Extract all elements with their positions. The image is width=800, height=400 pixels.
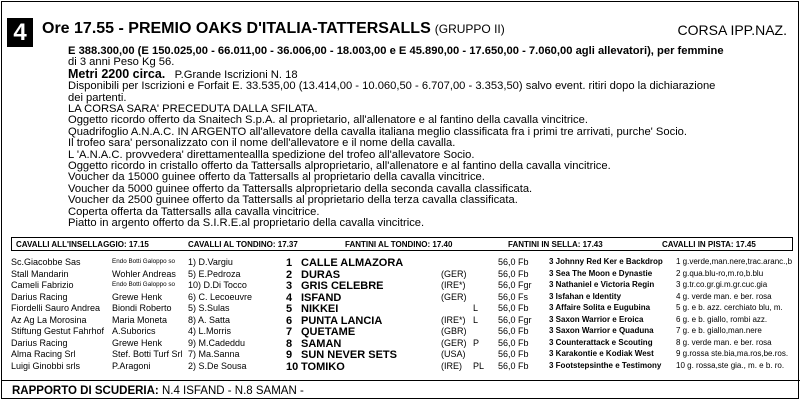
runner-mark: L [473,314,479,325]
runner-number: 4 [286,291,293,304]
runner-breeder: Biondi Roberto [112,303,172,313]
runner-number: 5 [286,303,293,315]
runner-owner: Fiordelli Sauro Andrea [11,303,101,313]
runner-pedigree: 3 Saxon Warrior e Quaduna [549,326,654,335]
runner-owner: Alma Racing Srl [11,349,76,359]
runner-mark: L [473,303,479,313]
condition-line: Voucher da 2500 guinee offerto da Tattersalls al proprietario della terza cavalla classificata. [68,194,518,207]
race-title: PREMIO OAKS D'ITALIA-TATTERSALLS [128,20,431,37]
race-number-badge: 4 [7,18,33,47]
runner-row [11,303,793,315]
prize-line-2: di 3 anni Peso Kg 56. [68,56,175,69]
runner-owner: Stiftung Gestut Fahrhof [11,326,105,336]
race-separator: - [114,20,129,37]
runner-row [11,315,793,327]
runner-weight: 56,0 Fgr [498,280,532,290]
runner-horse-name: CALLE ALMAZORA [301,257,404,269]
runner-origin: (GBR) [441,326,467,336]
runner-jockey: 7) Ma.Sanna [188,349,240,359]
runner-jockey: 10) D.Di Tocco [188,280,247,290]
forfeit-line-2: dei partenti. [68,91,127,104]
runner-horse-name: TOMIKO [301,360,345,373]
runner-origin: (IRE*) [441,314,466,325]
runner-colors: 8 g. verde man. e ber. rosa [676,337,772,347]
runner-breeder: Endo Botti Galoppo so [112,258,176,265]
runner-owner: Darius Racing [11,337,68,348]
race-conditions [68,46,768,230]
runner-origin: (USA) [441,349,466,359]
runner-jockey: 9) M.Cadeddu [188,337,246,348]
runner-origin: (GER) [441,268,467,279]
runner-colors: 9 g.rossa ste.bia,ma.ros,be.ros. [676,349,789,358]
schedule-bar [11,237,793,251]
runner-jockey: 8) A. Satta [188,314,231,325]
runner-horse-name: PUNTA LANCIA [301,314,383,327]
runner-horse-name: QUETAME [301,326,356,338]
runner-colors: 6 g. e b. giallo, rombi azz. [676,314,768,324]
runner-weight: 56,0 Fb [498,326,529,336]
condition-line: Voucher da 15000 guinee offerto da Tattersalls al proprietario della cavalla vincitrice. [68,171,485,184]
runner-jockey: 6) C. Lecoeuvre [188,291,253,302]
runner-jockey: 2) S.De Sousa [188,360,247,371]
runner-colors: 4 g. verde man. e ber. rosa [676,291,772,301]
runner-owner: Cameli Fabrizio [11,280,74,290]
race-time: Ore 17.55 [42,20,115,37]
runner-pedigree: 3 Nathaniel e Victoria Regin [549,280,655,289]
condition-line: L 'A.N.A.C. provvedera' direttamenteallla spedizione del trofeo all'allevatore Socio. [68,148,475,161]
runner-row [11,349,793,361]
condition-line: Coperta offerta da Tattersalls alla cavalla vincitrice. [68,205,320,218]
runner-horse-name: NIKKEI [301,303,339,315]
condition-line: Oggetto ricordo in cristallo offerto da Tattersalls alproprietario, all'allenatore e al fantino della cavalla vincitrice. [68,160,611,173]
runner-row [11,326,793,338]
runner-pedigree: 3 Counterattack e Scouting [549,337,653,347]
runner-origin: (IRE*) [441,280,466,290]
runner-horse-name: ISFAND [301,291,342,304]
runner-weight: 56,0 Fb [498,360,529,371]
runner-weight: 56,0 Fb [498,303,529,313]
track-info: P.Grande Iscrizioni N. 18 [174,68,298,81]
condition-line: Il trofeo sara' personalizzato con il nome dell'allevatore e il nome della cavalla. [68,137,456,150]
runner-pedigree: 3 Saxon Warrior e Eroica [549,314,644,324]
runner-pedigree: 3 Isfahan e Identity [549,291,622,301]
runner-colors: 5 g. e b. azz. cerchiato blu, m. [676,303,783,312]
runner-owner: Sc.Giacobbe Sas [11,257,81,267]
time-pista: CAVALLI IN PISTA: 17.45 [662,240,756,249]
runner-number: 3 [286,280,293,292]
stable-report-label: RAPPORTO DI SCUDERIA: [12,385,159,397]
runner-horse-name: DURAS [301,268,341,281]
runner-row [11,292,793,304]
runner-colors: 3 g.tr.co.gr.gi.m.gr.cuc.gia [676,280,768,289]
runner-number: 2 [286,268,293,281]
runner-mark: P [473,337,480,348]
runner-horse-name: SAMAN [301,337,342,350]
runner-weight: 56,0 Fs [498,291,529,302]
runner-breeder: A.Suborics [112,326,156,336]
distance: Metri 2200 circa. [68,66,166,81]
runner-colors: 10 g. rossa,ste gia., m. e b. ro. [676,360,785,370]
condition-line: Oggetto ricordo offerto da Snaitech S.p.A. al proprietario, all'allenatore e al fantino della cavalla vincitrice. [68,114,588,127]
runner-pedigree: 3 Johnny Red Ker e Backdrop [549,257,663,266]
runner-owner: Darius Racing [11,291,68,302]
runners-list [11,257,793,372]
runner-pedigree: 3 Footstepsinthe e Testimony [549,360,662,370]
runner-number: 10 [286,360,299,373]
runner-colors: 1 g.verde,man.nere,trac.aranc.,b [676,257,793,266]
runner-breeder: Grewe Henk [112,337,163,348]
runner-row [11,338,793,350]
time-tondino: CAVALLI AL TONDINO: 17.37 [188,240,298,249]
race-type: CORSA IPP.NAZ. [677,22,787,38]
race-header [42,20,505,38]
runner-number: 6 [286,314,293,327]
runner-weight: 56,0 Fb [498,337,529,348]
runner-weight: 56,0 Fb [498,257,529,267]
runner-jockey: 5) S.Sulas [188,303,230,313]
runner-jockey: 5) E.Pedroza [188,268,241,279]
runner-pedigree: 3 Affaire Solita e Eugubina [549,303,651,312]
runner-row [11,269,793,281]
runner-breeder: Stef. Botti Turf Srl [112,349,183,359]
runner-number: 1 [286,257,293,269]
time-insellaggio: CAVALLI ALL'INSELLAGGIO: 17.15 [16,240,149,249]
runner-jockey: 1) D.Vargiu [188,257,233,267]
runner-colors: 7 g. e b. giallo,man.nere [676,326,762,335]
runner-breeder: Endo Botti Galoppo so [112,281,176,288]
runner-row [11,257,793,269]
runner-jockey: 4) L.Morris [188,326,232,336]
condition-line: Quadrifoglio A.N.A.C. IN ARGENTO all'allevatore della cavalla italiana meglio classificata fra i primi tre arrivati, purche' Socio. [68,125,688,138]
runner-weight: 56,0 Fb [498,268,529,279]
time-fantini-sella: FANTINI IN SELLA: 17.43 [508,240,603,249]
runner-owner: Luigi Ginobbi srls [11,360,81,371]
runner-number: 8 [286,337,293,350]
stable-report-text: N.4 ISFAND - N.8 SAMAN - [158,385,304,397]
runner-breeder: Grewe Henk [112,291,163,302]
runner-horse-name: GRIS CELEBRE [301,280,384,292]
runner-origin: (GER) [441,291,467,302]
runner-number: 7 [286,326,293,338]
runner-horse-name: SUN NEVER SETS [301,349,397,361]
runner-weight: 56,0 Fb [498,349,529,359]
runner-owner: Stall Mandarin [11,268,69,279]
runner-weight: 56,0 Fgr [498,314,532,325]
runner-owner: Az Ag La Morosina [11,314,87,325]
runner-colors: 2 g.qua.blu-ro,m.ro,b.blu [676,268,764,278]
runner-breeder: P.Aragoni [112,360,151,371]
runner-number: 9 [286,349,293,361]
condition-line: Voucher da 5000 guinee offerto da Tattersalls alproprietario della seconda cavalla classificata. [68,182,533,195]
runner-row [11,280,793,292]
time-fantini-tondino: FANTINI AL TONDINO: 17.40 [345,240,453,249]
condition-line: Piatto in argento offerto da S.I.R.E.al proprietario della cavalla vincitrice. [68,217,425,230]
runner-pedigree: 3 Karakontie e Kodiak West [549,349,654,358]
forfeit-line: Disponibili per Iscrizioni e Forfait E. 33.535,00 (13.414,00 - 10.060,50 - 6.707,00 - 3.353,50) salvo event. ritiri dopo la dichiarazione [68,80,716,93]
runner-breeder: Maria Moneta [112,314,168,325]
condition-line: LA CORSA SARA' PRECEDUTA DALLA SFILATA. [68,103,318,116]
runner-mark: PL [473,360,485,371]
prize-line: E 388.300,00 (E 150.025,00 - 66.011,00 - 36.006,00 - 18.003,00 e E 45.890,00 - 17.650,00 - 7.060,00 agli allevatori), per femmine [68,45,724,57]
runner-origin: (IRE) [441,360,462,371]
stable-report [2,380,800,397]
runner-pedigree: 3 Sea The Moon e Dynastie [549,268,653,278]
runner-row [11,361,793,373]
runner-origin: (GER) [441,337,467,348]
race-grade: (GRUPPO II) [434,22,505,36]
race-card [1,1,799,399]
runner-breeder: Wohler Andreas [112,268,176,279]
